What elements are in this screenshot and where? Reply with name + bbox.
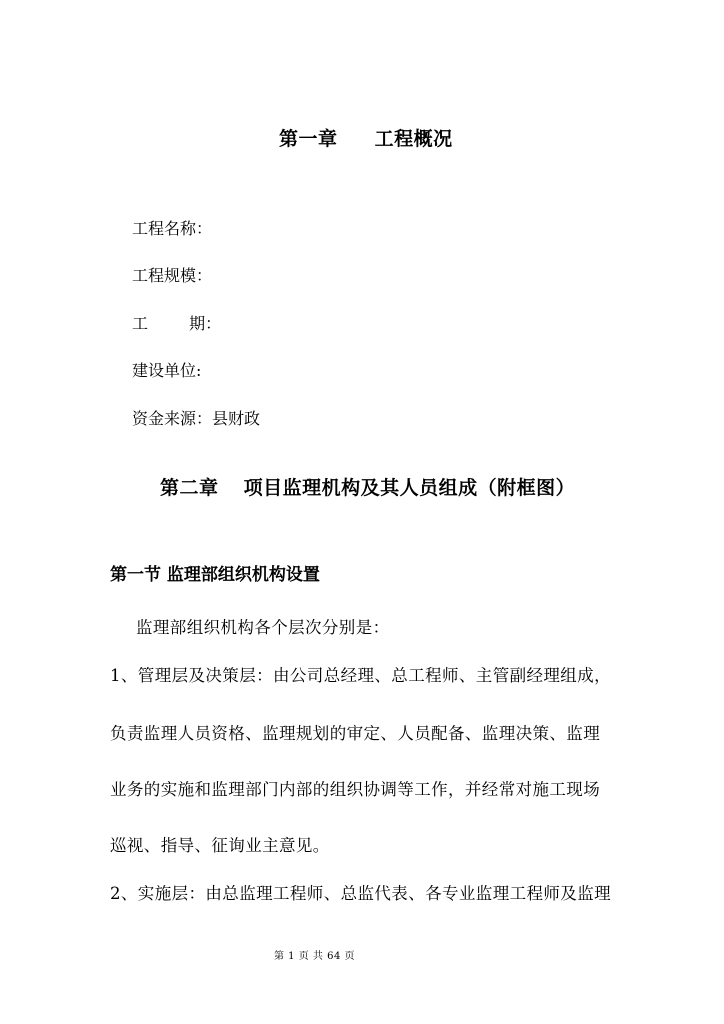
project-name-field: 工程名称：: [132, 219, 213, 238]
chapter1-heading: [279, 130, 453, 149]
section1-heading: 第一节 监理部组织机构设置: [110, 565, 320, 585]
project-scale-field: 工程规模：: [132, 266, 213, 285]
chapter1-label: 第一章: [279, 128, 338, 150]
chapter2-label: 第二章: [160, 477, 219, 499]
project-period-label-b: 期：: [189, 314, 222, 333]
body-item1-line3: 业务的实施和监理部门内部的组织协调等工作，并经常对施工现场: [110, 780, 601, 799]
chapter2-title: 项目监理机构及其人员组成（附框图）: [243, 477, 576, 499]
project-builder-field: 建设单位:: [132, 361, 202, 380]
body-item1-line2: 负责监理人员资格、监理规划的审定、人员配备、监理决策、监理: [110, 724, 601, 743]
body-item1-line1: 1、管理层及决策层：由公司总经理、总工程师、主管副经理组成，: [110, 666, 611, 685]
project-funding-field: 资金来源：县财政: [132, 409, 261, 428]
project-period-label-a: 工: [132, 314, 149, 333]
page-footer: 第 1 页 共 64 页: [274, 951, 355, 962]
chapter2-heading: [160, 479, 575, 498]
project-period-field: [132, 316, 221, 332]
chapter1-title: 工程概况: [374, 128, 453, 150]
body-item1-line4: 巡视、指导、征询业主意见。: [110, 836, 330, 855]
body-intro: 监理部组织机构各个层次分别是：: [136, 618, 390, 637]
body-item2-line1: 2、实施层：由总监理工程师、总监代表、各专业监理工程师及监理: [110, 884, 611, 903]
